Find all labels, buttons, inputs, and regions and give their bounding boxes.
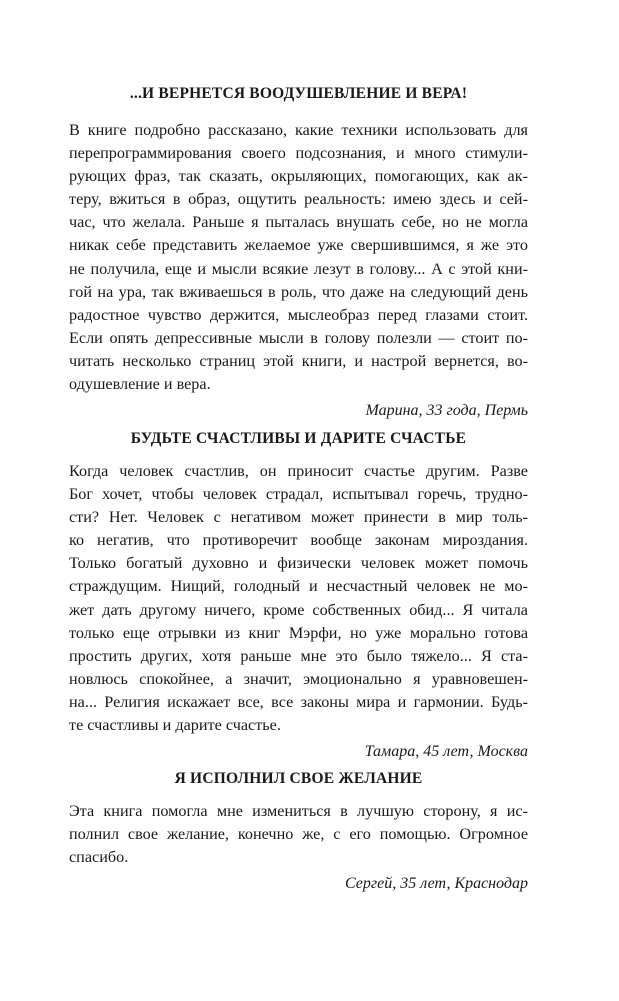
review-section-3 <box>69 769 528 895</box>
text-line: жет дать другому ничего, кроме собственных обид... Я читала <box>69 600 528 619</box>
text-line: сти? Нет. Человек с негативом может принести в мир толь- <box>69 508 528 527</box>
text-line: страждущим. Нищий, голодный и несчастный человек не мо- <box>69 577 528 596</box>
text-line: читать несколько страниц этой книги, и настрой вернется, во- <box>69 351 528 370</box>
review-signature: Марина, 33 года, Пермь <box>365 402 528 420</box>
review-text <box>69 800 528 869</box>
text-line: перепрограммирования своего подсознания, и много стимули- <box>69 144 528 163</box>
text-line: радостное чувство держится, мыслеобраз перед глазами стоит. <box>69 305 528 324</box>
review-signature: Тамара, 45 лет, Москва <box>364 743 528 761</box>
review-title: БУДЬТЕ СЧАСТЛИВЫ И ДАРИТЕ СЧАСТЬЕ <box>130 430 467 447</box>
text-line: Эта книга помогла мне измениться в лучшую сторону, я ис- <box>69 802 528 820</box>
text-line: В книге подробно рассказано, какие техники использовать для <box>69 121 528 139</box>
text-line: теру, вжиться в образ, ощутить реальность: имею здесь и сей- <box>69 190 528 209</box>
text-line: Бог хочет, чтобы человек страдал, испытывал горечь, трудно- <box>69 485 528 504</box>
text-line: одушевление и вера. <box>69 375 211 394</box>
text-line: Если опять депрессивные мысли в голову полезли — стоит по- <box>69 328 528 347</box>
text-line: никак себе представить желаемое уже свершившимся, я же это <box>69 236 528 255</box>
text-line: не получила, еще и мысли всякие лезут в голову... А с этой кни- <box>69 259 528 278</box>
review-title: ...И ВЕРНЕТСЯ ВООДУШЕВЛЕНИЕ И ВЕРА! <box>129 85 468 102</box>
text-line: новлюсь спокойнее, а значит, эмоционально я уравновешен- <box>69 669 528 688</box>
review-section-1 <box>69 84 528 422</box>
review-section-2 <box>69 429 528 763</box>
review-signature: Сергей, 35 лет, Краснодар <box>345 875 528 893</box>
review-title: Я ИСПОЛНИЛ СВОЕ ЖЕЛАНИЕ <box>174 770 423 787</box>
text-line: ко негатив, что противоречит вообще законам мироздания. <box>69 531 528 550</box>
text-line: только еще отрывки из книг Мэрфи, но уже морально готова <box>69 623 528 642</box>
review-text <box>69 460 528 737</box>
text-line: Только богатый духовно и физически человек может помочь <box>69 554 528 573</box>
text-line: простить других, хотя раньше мне это было тяжело... Я ста- <box>69 646 528 665</box>
text-line: час, что желала. Раньше я пыталась внушать себе, но не могла <box>69 213 528 232</box>
text-line: на... Религия искажает все, все законы мира и гармонии. Будь- <box>69 692 528 711</box>
text-line: спасибо. <box>69 848 129 867</box>
text-line: гой на ура, так вживаешься в роль, что даже на следующий день <box>69 282 528 301</box>
text-line: рующих фраз, так сказать, окрыляющих, помогающих, как ак- <box>69 167 528 186</box>
text-line: Когда человек счастлив, он приносит счастье другим. Разве <box>69 462 528 480</box>
text-line: полнил свое желание, конечно же, с его помощью. Огромное <box>69 825 528 844</box>
text-line: те счастливы и дарите счастье. <box>69 716 281 735</box>
review-text <box>69 119 528 396</box>
